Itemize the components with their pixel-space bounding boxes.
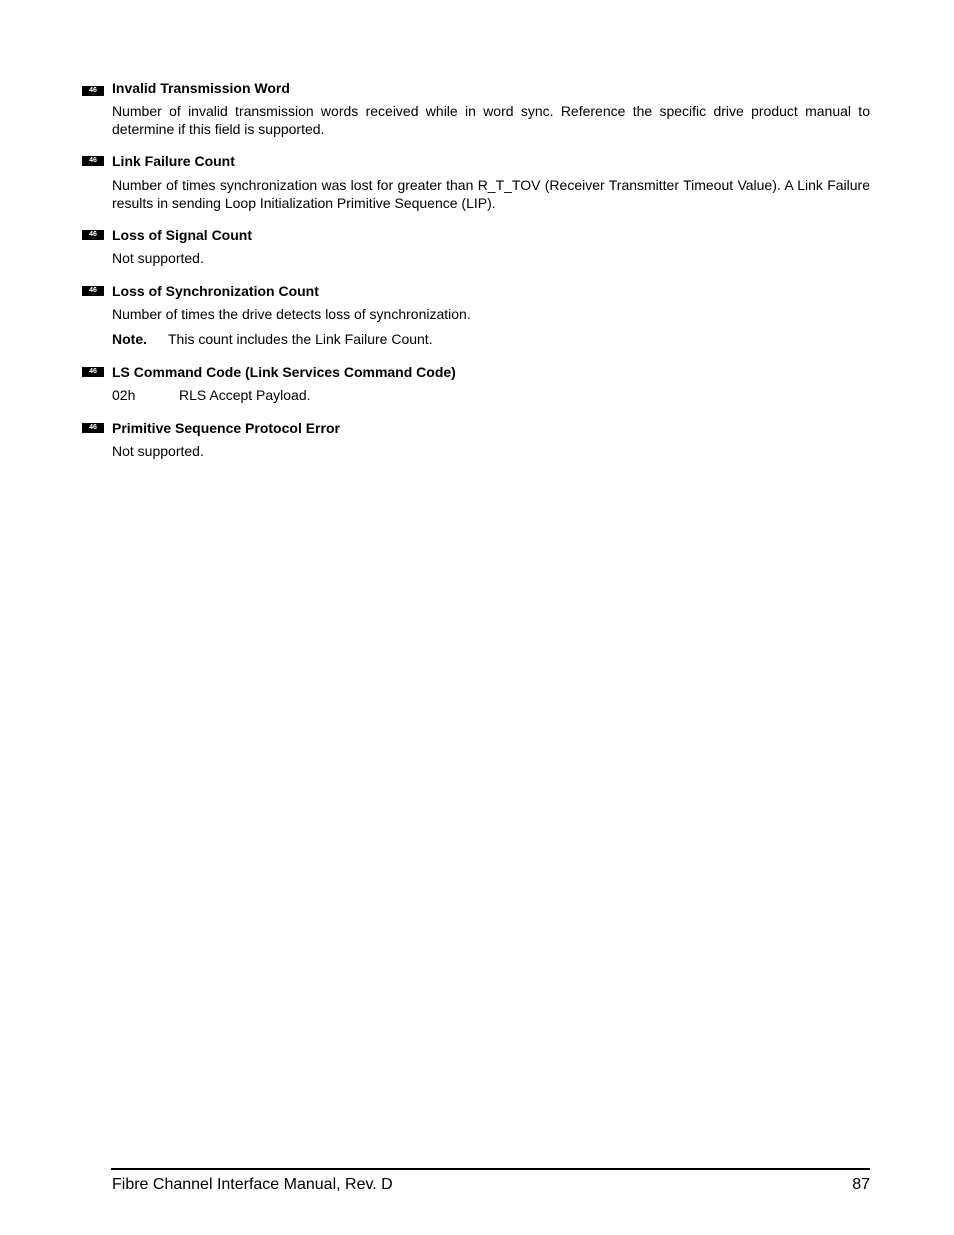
section-body-primitive-sequence-protocol-error: Not supported. xyxy=(112,443,204,459)
section-title-loss-of-synchronization-count: Loss of Synchronization Count xyxy=(112,283,319,299)
section-title-primitive-sequence-protocol-error: Primitive Sequence Protocol Error xyxy=(112,420,340,436)
section-body-link-failure-count: Number of times synchronization was lost for greater than R_T_TOV (Receiver Transmitter Timeout Value). A Link Failure results in sending Loop Initialization Primitive Sequence (LIP). xyxy=(112,177,870,211)
footer-rule xyxy=(111,1168,870,1170)
section-badge: 46 xyxy=(82,286,104,296)
section-title-loss-of-signal-count: Loss of Signal Count xyxy=(112,227,252,243)
section-body-loss-of-synchronization-count: Number of times the drive detects loss of synchronization. xyxy=(112,306,471,322)
page-number: 87 xyxy=(852,1176,870,1193)
section-title-ls-command-code: LS Command Code (Link Services Command Code) xyxy=(112,364,456,380)
section-body-loss-of-signal-count: Not supported. xyxy=(112,250,204,266)
section-badge: 46 xyxy=(82,423,104,433)
note-text: This count includes the Link Failure Count. xyxy=(168,331,433,347)
footer-title: Fibre Channel Interface Manual, Rev. D xyxy=(112,1176,393,1193)
code-value: 02h xyxy=(112,387,136,403)
section-badge: 46 xyxy=(82,367,104,377)
section-body-invalid-transmission-word: Number of invalid transmission words received while in word sync. Reference the specific drive product manual to determine if this field is supported. xyxy=(112,103,870,137)
code-description: RLS Accept Payload. xyxy=(179,387,311,403)
section-title-invalid-transmission-word: Invalid Transmission Word xyxy=(112,80,290,96)
section-title-link-failure-count: Link Failure Count xyxy=(112,153,235,169)
note-label: Note. xyxy=(112,331,147,347)
section-badge: 46 xyxy=(82,156,104,166)
section-badge: 46 xyxy=(82,86,104,96)
section-badge: 46 xyxy=(82,230,104,240)
